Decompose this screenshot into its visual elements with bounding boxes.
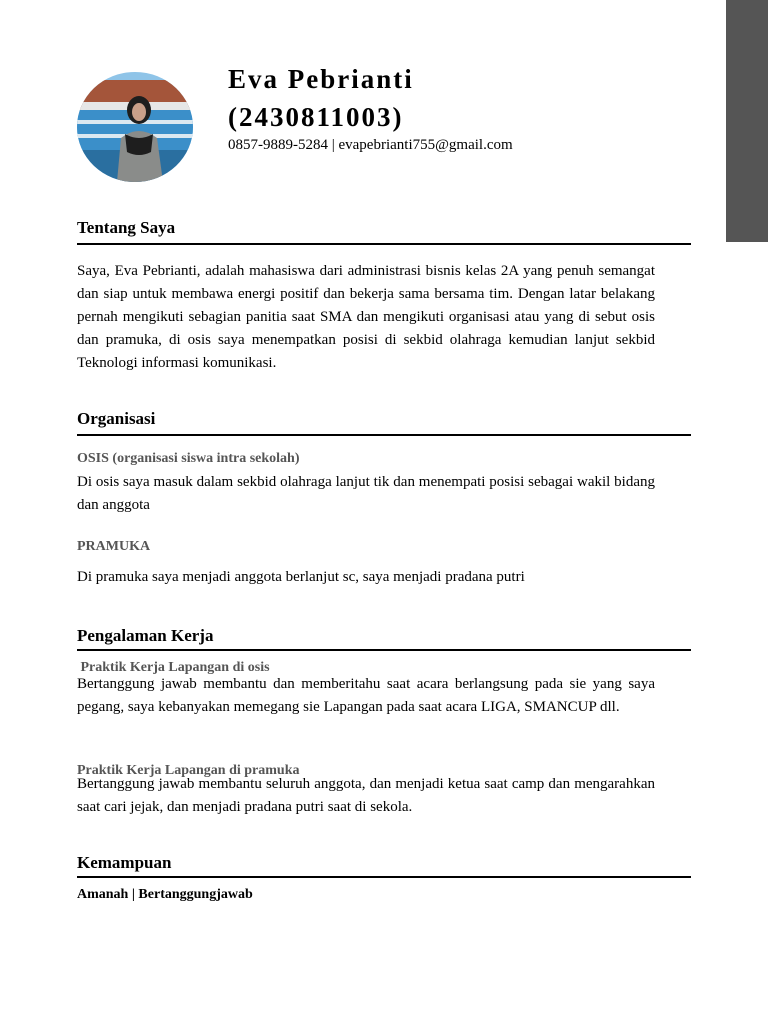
org-text-pramuka: Di pramuka saya menjadi anggota berlanjut sc, saya menjadi pradana putri: [77, 569, 525, 585]
divider: [77, 876, 691, 878]
divider: [77, 243, 691, 245]
person-name: [228, 60, 414, 136]
scrollbar[interactable]: [726, 0, 768, 242]
skills-list: Amanah | Bertanggungjawab: [77, 887, 253, 902]
exp-name-pramuka: Praktik Kerja Lapangan di pramuka: [77, 763, 300, 778]
org-name-osis: OSIS (organisasi siswa intra sekolah): [77, 451, 300, 466]
exp-name-osis: Praktik Kerja Lapangan di osis: [77, 660, 270, 675]
exp-text-pramuka: Bertanggung jawab membantu seluruh anggota, dan menjadi ketua saat camp dan mengarahkan saat cari jejak, dan menjadi pradana putri saat di sekola.: [77, 776, 655, 815]
full-name: Eva Pebrianti: [228, 64, 414, 94]
section-title-experience: Pengalaman Kerja: [77, 626, 214, 645]
exp-text-osis: Bertanggung jawab membantu dan memberitahu saat acara berlangsung pada sie yang saya pegang, saya kebanyakan memegang sie Lapangan pada saat acara LIGA, SMANCUP dll.: [77, 676, 655, 715]
section-title-skills: Kemampuan: [77, 853, 172, 872]
contact-info: 0857-9889-5284 | evapebrianti755@gmail.com: [228, 137, 513, 153]
divider: [77, 434, 691, 436]
org-text-osis: Di osis saya masuk dalam sekbid olahraga lanjut tik dan menempati posisi sebagai wakil bidang dan anggota: [77, 474, 655, 513]
profile-photo: [77, 72, 193, 182]
divider: [77, 649, 691, 651]
section-title-about: Tentang Saya: [77, 218, 176, 237]
org-name-pramuka: PRAMUKA: [77, 539, 151, 554]
section-title-organization: Organisasi: [77, 409, 156, 428]
about-text: Saya, Eva Pebrianti, adalah mahasiswa dari administrasi bisnis kelas 2A yang penuh semangat dan siap untuk membawa energi positif dan bekerja sama bersama tim. Dengan latar belakang pernah mengikuti sebagian panitia saat SMA dan mengikuti organisasi atau yang di sebut osis dan pramuka, di osis saya menempatkan posisi di sekbid olahraga kemudian lanjut sekbid Teknologi informasi komunikasi.: [77, 263, 655, 371]
student-id: (2430811003): [228, 102, 404, 132]
